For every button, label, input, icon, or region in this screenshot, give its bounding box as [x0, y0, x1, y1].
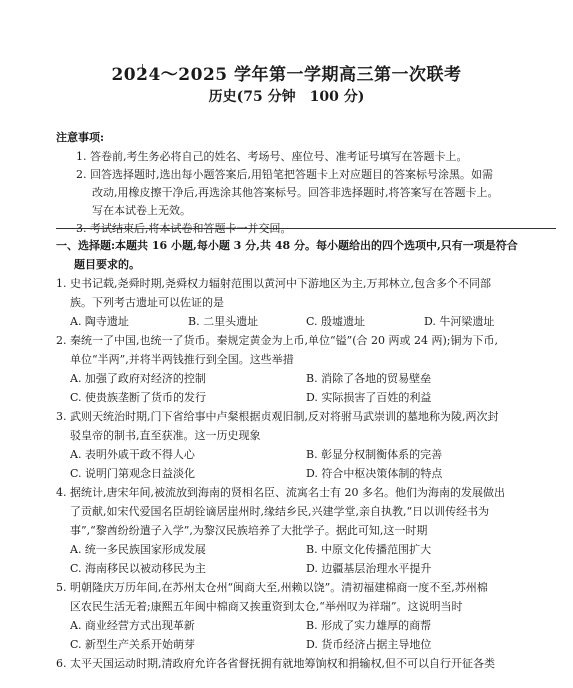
question-text: 1. 史书记载,尧舜时期,尧舜权力辐射范围以黄河中下游地区为主,万邦林立,包含多个不同部 [56, 277, 491, 290]
question-text: 单位“半两”,并将半两钱推行到全国。这些举措 [70, 353, 294, 366]
subject-label: 历史(75 分钟 [208, 89, 296, 105]
options-row [56, 559, 561, 578]
option-a: A. 加强了政府对经济的控制 [70, 372, 206, 385]
options-row [56, 388, 561, 407]
question-4 [56, 483, 561, 578]
notice-line: 3. 考试结束后,将本试卷和答题卡一并交回。 [76, 222, 292, 235]
question-text: 区农民生活无着;康熙五年闽中棉商又挨重资到太仓,“举州叹为祥瑞”。这说明当时 [70, 600, 463, 613]
divider [56, 228, 556, 229]
question-3 [56, 407, 561, 483]
option-c: C. 说明门第观念日益淡化 [70, 467, 196, 480]
notice-line: 2. 回答选择题时,选出每小题答案后,用铅笔把答题卡上对应题目的答案标号涂黑。如需 [76, 168, 493, 181]
question-6 [56, 654, 561, 673]
option-d: D. 实际损害了百姓的利益 [306, 391, 432, 404]
exam-title: 2024～2025 学年第一学期高三第一次联考 [111, 65, 462, 85]
question-text: 驳皇帝的制书,直至获准。这一历史现象 [70, 429, 261, 442]
option-c: C. 殷墟遗址 [306, 315, 366, 328]
option-a: A. 表明外戚干政不得人心 [70, 448, 195, 461]
notice-block [56, 128, 556, 238]
score-label: 100 分) [309, 89, 365, 105]
notice-line: 1. 答卷前,考生务必将自己的姓名、考场号、座位号、准考证号填写在答题卡上。 [76, 150, 468, 163]
option-b: B. 消除了各地的贸易壁垒 [306, 372, 432, 385]
option-a: A. 商业经营方式出现革新 [70, 619, 195, 632]
notice-heading: 注意事项: [56, 131, 105, 144]
option-c: C. 新型生产关系开始萌芽 [70, 638, 196, 651]
notice-line: 改动,用橡皮擦干净后,再选涂其他答案标号。回答非选择题时,将答案写在答题卡上。 [92, 186, 499, 199]
option-d: D. 货币经济占据主导地位 [306, 638, 432, 651]
options-row [56, 540, 561, 559]
exam-subtitle [0, 86, 573, 106]
option-d: D. 牛河梁遗址 [424, 315, 495, 328]
notice-line: 写在本试卷上无效。 [92, 204, 191, 217]
option-b: B. 形成了实力雄厚的商帮 [306, 619, 432, 632]
question-2 [56, 331, 561, 407]
option-b: B. 中原文化传播范围扩大 [306, 543, 432, 556]
section-heading-cont: 题目要求的。 [74, 258, 140, 271]
question-text: 事”,“黎酋纷纷遣子入学”,为黎汉民族培养了大批学子。据此可知,这一时期 [70, 524, 428, 537]
options-row [56, 635, 561, 654]
option-c: C. 海南移民以被动移民为主 [70, 562, 207, 575]
option-d: D. 边疆基层治理水平提升 [306, 562, 432, 575]
questions-area [56, 236, 561, 673]
options-row [56, 312, 561, 331]
question-text: 族。下列考古遗址可以佐证的是 [70, 296, 224, 309]
question-text: 4. 据统计,唐宋年间,被流放到海南的贤相名臣、流寓名士有 20 多名。他们为海南的发展做出 [56, 486, 505, 499]
question-text: 6. 太平天国运动时期,清政府允许各省督抚拥有就地筹饷权和捐输权,但不可以自行开征各类 [56, 657, 495, 670]
question-text: 3. 武则天统治时期,门下省给事中卢粲根据贞观旧制,反对将驸马武崇训的墓地称为陵,两次封 [56, 410, 499, 423]
option-c: C. 使贵族垄断了货币的发行 [70, 391, 207, 404]
option-d: D. 符合中枢决策体制的特点 [306, 467, 443, 480]
option-b: B. 二里头遗址 [188, 315, 259, 328]
options-row [56, 616, 561, 635]
question-text: 了贡献,如宋代爱国名臣胡铨谪居崖州时,缘结乡民,兴建学堂,亲自执教,“日以训传经书为 [70, 505, 490, 518]
section-heading: 一、选择题:本题共 16 小题,每小题 3 分,共 48 分。每小题给出的四个选项中,只有一项是符合 [56, 239, 518, 252]
question-text: 2. 秦统一了中国,也统一了货币。秦规定黄金为上币,单位“镒”(合 20 两或 24 两);铜为下币, [56, 334, 498, 347]
options-row [56, 445, 561, 464]
question-5 [56, 578, 561, 654]
options-row [56, 464, 561, 483]
option-a: A. 陶寺遗址 [70, 315, 129, 328]
option-a: A. 统一多民族国家形成发展 [70, 543, 206, 556]
options-row [56, 369, 561, 388]
option-b: B. 彰显分权制衡体系的完善 [306, 448, 443, 461]
question-1 [56, 274, 561, 331]
question-text: 5. 明朝隆庆万历年间,在苏州太仓州“闽商大至,州赖以饶”。清初福建棉商一度不至,苏州棉 [56, 581, 488, 594]
